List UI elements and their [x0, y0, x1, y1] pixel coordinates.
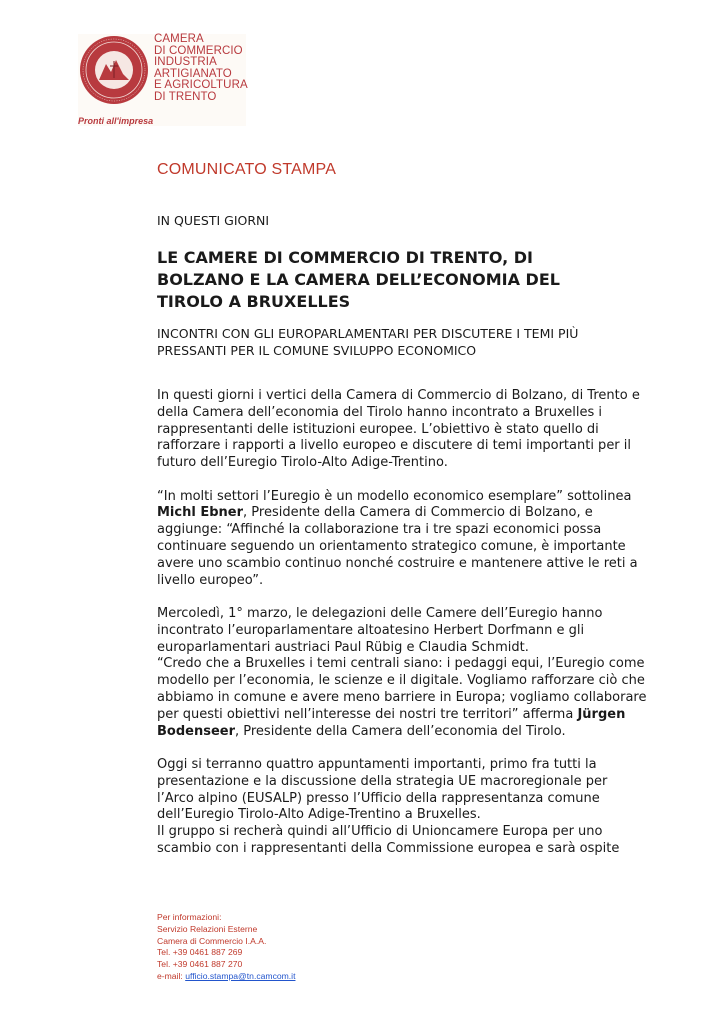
org-name-line: CAMERA [154, 33, 204, 45]
chamber-logo [78, 34, 246, 126]
org-name-line: INDUSTRIA [154, 56, 217, 68]
footer-line: Camera di Commercio I.A.A. [157, 935, 267, 946]
text-span: “In molti settori l’Euregio è un modello economico esemplare” sottolinea [157, 488, 632, 504]
footer-line: Tel. +39 0461 887 269 [157, 947, 243, 958]
kicker: IN QUESTI GIORNI [157, 213, 270, 228]
paragraph: Oggi si terranno quattro appuntamenti importanti, primo fra tutti la presentazione e la discussione della strategia UE macroregionale per l’Arco alpino (EUSALP) presso l’Ufficio della rappresentanza comune dell’Euregio Tirolo-Alto Adige-Trentino a Bruxelles. [157, 756, 608, 823]
document-title: LE CAMERE DI COMMERCIO DI TRENTO, DI BOLZANO E LA CAMERA DELL’ECONOMIA DEL TIROLO A BRUXELLES [157, 248, 560, 311]
email-link[interactable]: ufficio.stampa@tn.camcom.it [185, 970, 296, 981]
text-span: , Presidente della Camera di Commercio di Bolzano, e aggiunge: “Affinché la collaborazione tra i tre spazi economici possa continuare seguendo un orientamento strategico comune, è importante avere uno scambio continuo nonché costruire e mantenere attive le reti a livello europeo”. [157, 505, 638, 588]
body-text [157, 388, 647, 858]
footer-email-line [157, 971, 295, 983]
footer-line: Servizio Relazioni Esterne [157, 923, 258, 934]
paragraph: Mercoledì, 1° marzo, le delegazioni delle Camere dell’Euregio hanno incontrato l’europarlamentare altoatesino Herbert Dorfmann e gli europarlamentari austriaci Paul Rübig e Claudia Schmidt. [157, 605, 603, 655]
paragraph [157, 656, 647, 740]
text-span: “Credo che a Bruxelles i temi centrali siano: i pedaggi equi, l’Euregio come modello per l’economia, le scienze e il digitale. Vogliamo rafforzare ciò che abbiamo in comune e avere meno barriere in Europa; vogliamo collaborare per questi obiettivi nell’interesse dei nostri tre territori” afferma [157, 656, 647, 722]
paragraph: Il gruppo si recherà quindi all’Ufficio di Unioncamere Europa per uno scambio con i rappresentanti della Commissione europea e sarà ospite [157, 824, 620, 856]
document-subtitle: INCONTRI CON GLI EUROPARLAMENTARI PER DISCUTERE I TEMI PIÙ PRESSANTI PER IL COMUNE SVILUPPO ECONOMICO [157, 326, 579, 358]
footer-line: Per informazioni: [157, 912, 222, 922]
org-name-line: E AGRICOLTURA [154, 79, 248, 91]
org-name-line: ARTIGIANATO [154, 67, 232, 80]
chamber-seal-icon [78, 34, 150, 106]
organization-name [154, 34, 254, 103]
text-span: , Presidente della Camera dell’economia del Tirolo. [235, 723, 566, 739]
org-name-line: DI COMMERCIO [154, 44, 243, 57]
contact-footer [157, 912, 295, 983]
paragraph [157, 489, 647, 590]
org-name-line: DI TRENTO [154, 90, 217, 103]
footer-line: Tel. +39 0461 887 270 [157, 959, 243, 970]
paragraph: In questi giorni i vertici della Camera di Commercio di Bolzano, di Trento e della Camera dell’economia del Tirolo hanno incontrato a Bruxelles i rappresentanti delle istituzioni europee. L’obiettivo è stato quello di rafforzare i rapporti a livello europeo e discutere di temi importanti per il futuro dell’Euregio Tirolo-Alto Adige-Trentino. [157, 388, 640, 471]
section-heading: COMUNICATO STAMPA [157, 161, 337, 178]
email-label: e-mail: [157, 970, 186, 981]
person-name: Jürgen Bodenseer [157, 706, 626, 739]
tagline: Pronti all'impresa [78, 116, 154, 126]
person-name: Michl Ebner [157, 505, 244, 521]
